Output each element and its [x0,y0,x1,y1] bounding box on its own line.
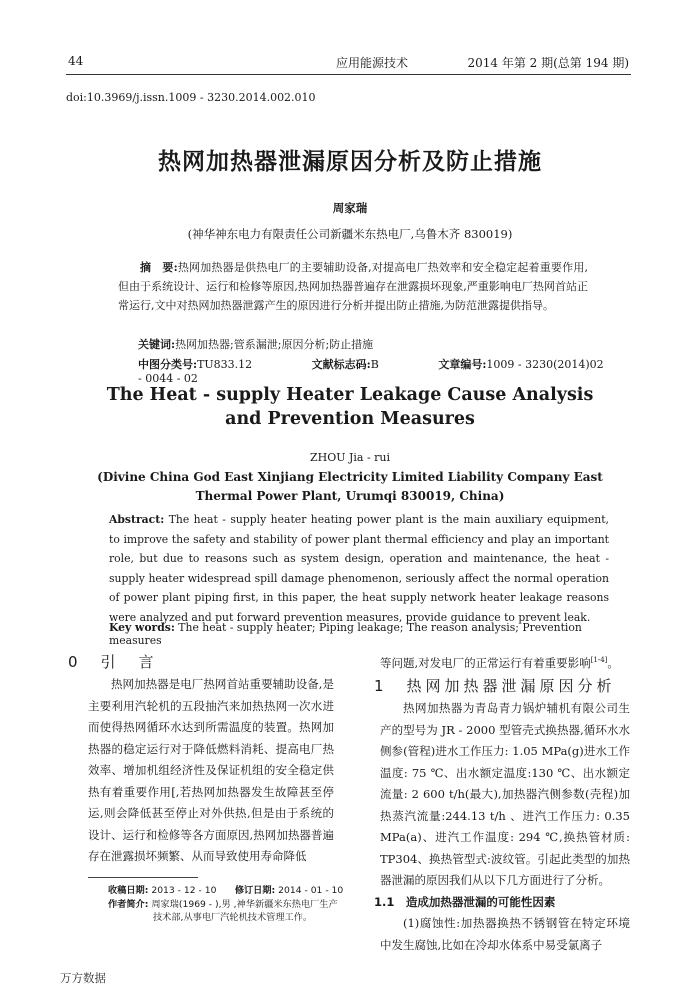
section-1-paragraph: 热网加热器为青岛青力锅炉辅机有限公司生产的型号为 JR - 2000 型管壳式换热器,循环水水侧参(管程)进水工作压力: 1.05 MPa(g)进水工作温度: 75 ℃、出水额定温度:130 ℃、出水额定流量: 2 600 t/h(最大),加热器汽侧参数(壳程)加热蒸汽流量:244.13 t/h 、进汽工作压力: 0.35 MPa(a)、进汽工作温度: 294 ℃,换热管材质: TP304、换热管型式:波纹管。引起此类型的加热器泄漏的原因我们从以下几方面进行了分析。 [380,701,630,888]
footnote-dates [108,884,358,898]
title-en [0,383,700,431]
author-en: ZHOU Jia - rui [309,451,391,464]
continued-paragraph [380,650,630,674]
issue-info: 2014 年第 2 期(总第 194 期) [467,56,629,70]
abstract-en [109,510,609,627]
clc-label: 中图分类号: [138,358,198,371]
footnote [108,884,358,925]
abstract-cn-label: 摘 要: [140,261,178,274]
abstract-cn-text: 热网加热器是供热电厂的主要辅助设备,对提高电厂热效率和安全稳定起着重要作用,但由于系统设计、运行和检修等原因,热网加热器普遍存在泄露损坏现象,严重影响电厂热网首站正常运行,文中对热网加热器泄露产生的原因进行分析并提出防止措施,为防范泄露提供指导。 [118,261,589,312]
abstract-cn [118,258,588,315]
continued-text: 等问题,对发电厂的正常运行有着重要影响 [380,655,591,670]
classification-line [138,356,608,385]
keywords-cn-text: 热网加热器;管系漏泄;原因分析;防止措施 [175,338,374,351]
doc-code-label: 文献标志码: [311,358,371,371]
footnote-bio [108,898,358,912]
abstract-en-label: Abstract: [109,513,165,526]
page-number: 44 [68,54,84,68]
section-0-heading: 0 引 言 [68,653,158,671]
title-cn: 热网加热器泄漏原因分析及防止措施 [158,148,542,175]
article-no-value: 1009 - 3230(2014)02 - 0044 - 02 [138,358,604,385]
clc-value: TU833.12 [197,358,253,371]
keywords-en-label: Key words: [109,621,175,634]
keywords-en [109,621,629,647]
section-1-1-heading: 1.1 造成加热器泄漏的可能性因素 [374,894,556,909]
abstract-en-text: The heat - supply heater heating power plant is the main auxiliary equipment, to improve the safety and stability of power plant thermal efficiency and play an important role, but due to reasons such as system design, operation and maintenance, the heat - supply heater widespread spill damage phenomenon, seriously affect the normal operation of power plant piping first, in this paper, the heat supply network heater leakage reasons were analyzed and put forward prevention measures, provide guidance to prevent leak. [109,513,609,624]
affiliation-cn: (神华神东电力有限责任公司新疆米东热电厂,乌鲁木齐 830019) [187,227,513,241]
section-0-paragraph: 热网加热器是电厂热网首站重要辅助设备,是主要利用汽轮机的五段抽汽来加热热网一次水进而使得热网循环水达到所需温度的装置。热网加热器的稳定运行对于降低燃料消耗、提高电厂热效率、增加机组经济性及保证机组的安全稳定供热有着重要作用[,若热网加热器发生故障甚至停运,则会降低甚至停止对外供热,但是由于系统的设计、运行和检修等各方面原因,热网加热器普遍存在泄露损坏频繁、从而导致使用寿命降低 [88,677,334,863]
affiliation-en-line1: (Divine China God East Xinjiang Electricity Limited Liability Company East [97,470,603,484]
revised-label: 修订日期: [234,885,276,896]
article-no-label: 文章编号: [438,358,487,371]
keywords-en-text: The heat - supply heater; Piping leakage; The reason analysis; Prevention measures [109,621,582,647]
watermark: 万方数据 [60,971,106,985]
section-1-1-paragraph: (1)腐蚀性:加热器换热不锈钢管在特定环境中发生腐蚀,比如在冷却水体系中易受氯离子 [380,916,630,952]
doi: doi:10.3969/j.issn.1009 - 3230.2014.002.010 [66,91,316,104]
doc-code-value: B [370,358,379,371]
revised-date: 2014 - 01 - 10 [278,885,344,896]
section-1-heading: 1 热网加热器泄漏原因分析 [374,677,616,696]
bio-label: 作者简介: [108,898,149,910]
journal-name: 应用能源技术 [336,56,409,70]
author-cn: 周家瑞 [332,201,368,215]
affiliation-en-line2: Thermal Power Plant, Urumqi 830019, China) [195,489,505,503]
footnote-divider [88,877,198,878]
continued-end: 。 [607,655,619,670]
received-date: 2013 - 12 - 10 [151,885,217,896]
clc-code [138,358,280,371]
title-en-line1: The Heat - supply Heater Leakage Cause Analysis [106,385,594,405]
body-right-column [374,650,630,956]
document-code [312,358,407,371]
keywords-cn-label: 关键词: [138,338,176,351]
title-en-line2: and Prevention Measures [225,409,475,429]
bio-line1: 周家瑞(1969 - ),男 ,神华新疆米东热电厂生产 [151,898,338,910]
body-left-column [68,650,334,868]
citation-ref: [1-4] [590,656,608,664]
running-header [66,52,631,75]
keywords-cn [138,336,373,352]
bio-line2: 技术部,从事电厂汽轮机技术管理工作。 [153,912,313,923]
received-label: 收稿日期: [108,885,149,896]
affiliation-en [0,468,700,506]
